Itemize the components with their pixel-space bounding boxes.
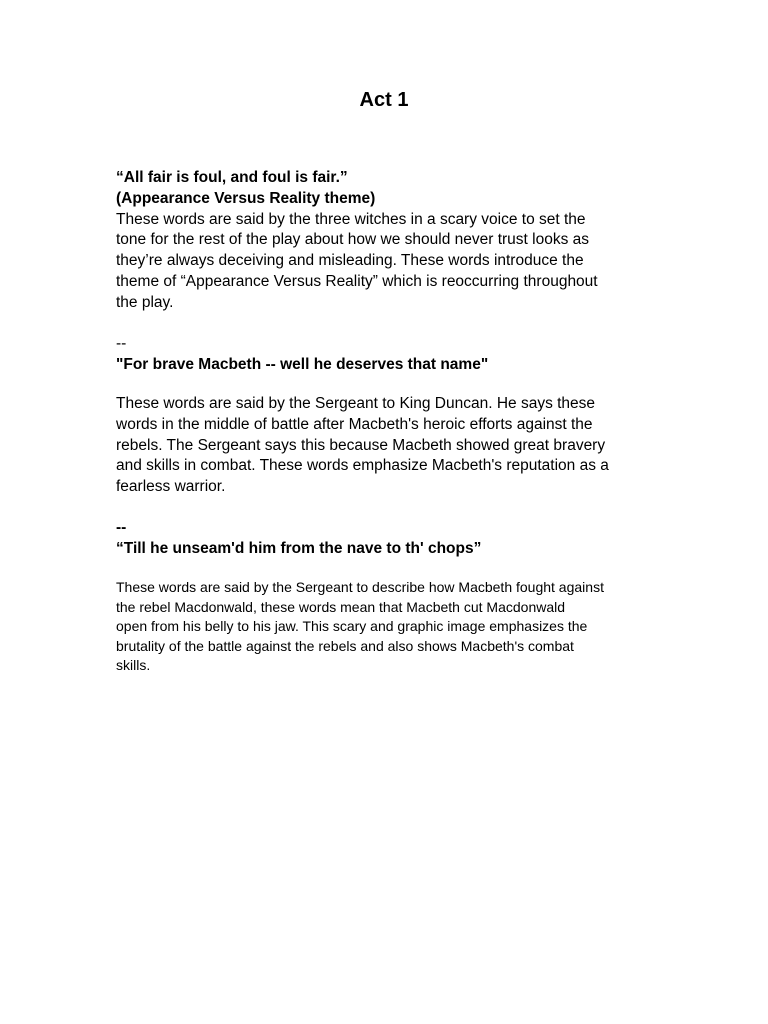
section-2-quote: "For brave Macbeth -- well he deserves that name" <box>116 355 489 373</box>
section-2-body-line: rebels. The Sergeant says this because Macbeth showed great bravery <box>116 436 606 454</box>
section-1-body-line: These words are said by the three witches in a scary voice to set the <box>116 210 586 228</box>
section-3-body-line: brutality of the battle against the rebels and also shows Macbeth's combat <box>116 637 574 654</box>
section-1-body-line: tone for the rest of the play about how we should never trust looks as <box>116 231 590 249</box>
section-2-body-line: words in the middle of battle after Macbeth's heroic efforts against the <box>116 415 593 433</box>
section-3-separator: -- <box>116 519 127 536</box>
section-2 <box>116 334 656 376</box>
section-1-subtitle: (Appearance Versus Reality theme) <box>116 189 376 207</box>
section-1-quote: “All fair is foul, and foul is fair.” <box>116 169 348 186</box>
section-3-quote: “Till he unseam'd him from the nave to th' chops” <box>116 539 482 557</box>
section-2-body <box>116 394 656 498</box>
section-2-body-line: and skills in combat. These words emphasize Macbeth's reputation as a <box>116 457 609 475</box>
section-2-body-line: fearless warrior. <box>116 478 226 496</box>
section-2-separator: -- <box>116 335 127 352</box>
section-1 <box>116 168 656 314</box>
section-2-body-line: These words are said by the Sergeant to King Duncan. He says these <box>116 395 596 412</box>
section-3-body-line: open from his belly to his jaw. This scary and graphic image emphasizes the <box>116 618 588 635</box>
section-3-body-line: the rebel Macdonwald, these words mean that Macbeth cut Macdonwald <box>116 598 566 615</box>
section-1-body-line: they’re always deceiving and misleading. These words introduce the <box>116 252 584 270</box>
section-3-body <box>116 578 656 676</box>
section-1-body-line: the play. <box>116 293 174 311</box>
section-3-body-line: These words are said by the Sergeant to describe how Macbeth fought against <box>116 579 604 595</box>
page-title: Act 1 <box>359 89 409 111</box>
section-1-body-line: theme of “Appearance Versus Reality” which is reoccurring throughout <box>116 272 598 290</box>
section-3 <box>116 518 656 560</box>
section-3-body-line: skills. <box>116 657 151 674</box>
